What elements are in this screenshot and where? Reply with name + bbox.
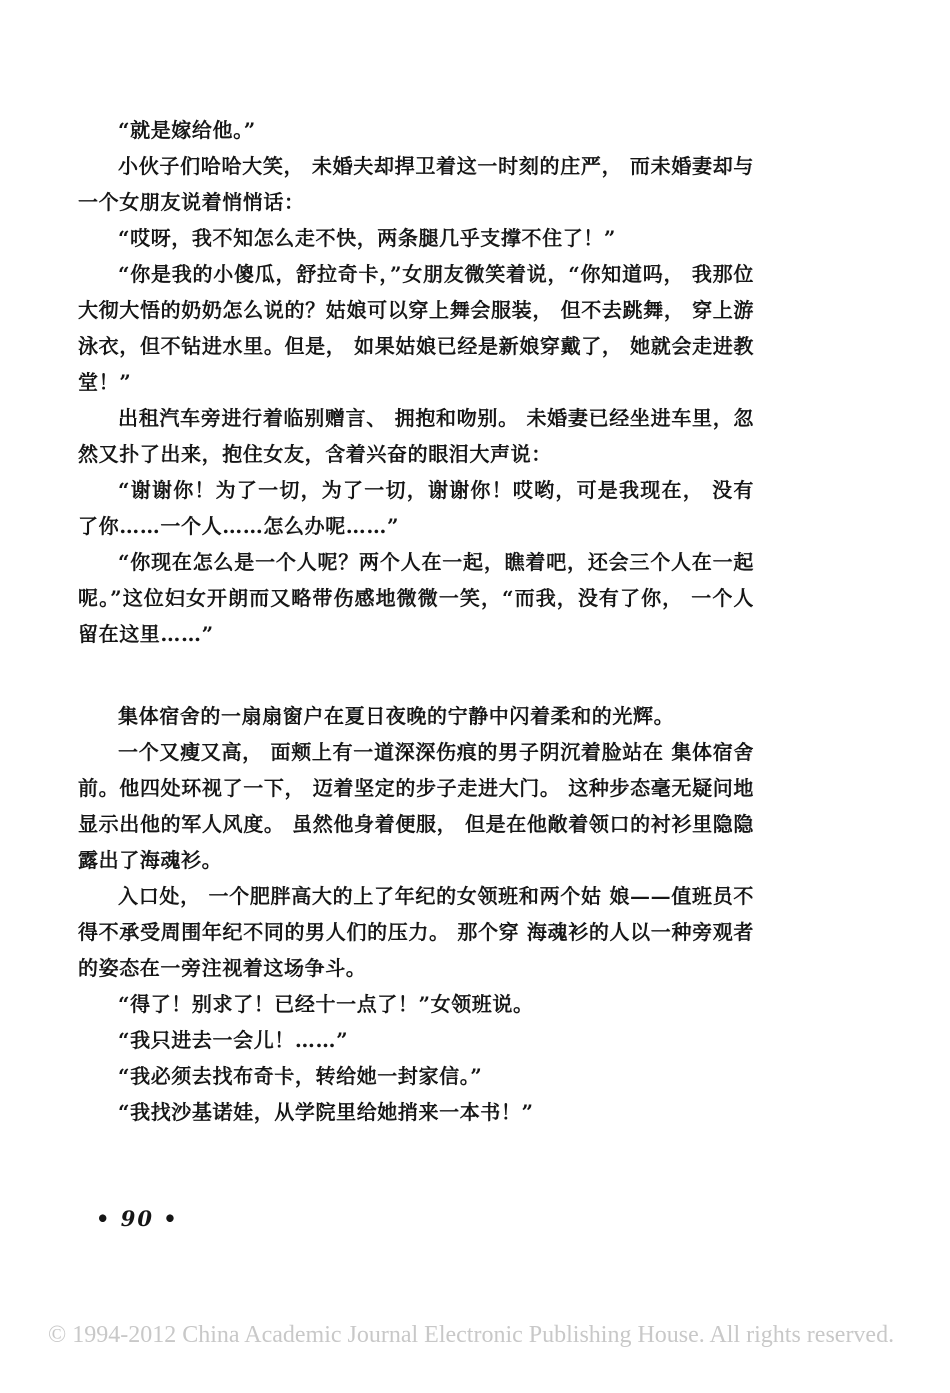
paragraph: 入口处， 一个肥胖高大的上了年纪的女领班和两个姑 娘——值班员不得不承受周围年纪不同的男人们的压力。 那个穿 海魂衫的人以一种旁观者的姿态在一旁注视着这场争斗。 <box>78 884 754 980</box>
paragraph: “得了！别求了！已经十一点了！”女领班说。 <box>118 992 534 1016</box>
paragraph: 一个又瘦又高， 面颊上有一道深深伤痕的男子阴沉着脸站在 集体宿舍前。他四处环视了一下， 迈着坚定的步子走进大门。 这种步态毫无疑问地显示出他的军人风度。 虽然他身着便服， 但是在他敞着领口的衬衫里隐隐露出了海魂衫。 <box>78 740 755 872</box>
paragraph: “就是嫁给他。” <box>118 118 256 142</box>
paragraph: “哎呀，我不知怎么走不快，两条腿几乎支撑不住了！” <box>118 226 617 250</box>
body-text <box>78 112 754 1130</box>
paragraph: “我必须去找布奇卡，转给她一封家信。” <box>118 1064 483 1088</box>
paragraph: “我只进去一会儿！……” <box>118 1028 349 1052</box>
paragraph: 出租汽车旁进行着临别赠言、 拥抱和吻别。 未婚妻已经坐进车里，忽然又扑了出来，抱住女友，含着兴奋的眼泪大声说： <box>78 406 754 466</box>
page-number: • 90 • <box>96 1206 179 1231</box>
paragraph: “你现在怎么是一个人呢？两个人在一起，瞧着吧，还会三个人在一起呢。”这位妇女开朗而又略带伤感地微微一笑，“而我，没有了你， 一个人留在这里……” <box>78 550 754 646</box>
paragraph: “你是我的小傻瓜，舒拉奇卡，”女朋友微笑着说，“你知道吗， 我那位大彻大悟的奶奶怎么说的？姑娘可以穿上舞会服装， 但不去跳舞， 穿上游泳衣，但不钻进水里。但是， 如果姑娘已经是新娘穿戴了， 她就会走进教堂！” <box>78 262 754 394</box>
paragraph: 集体宿舍的一扇扇窗户在夏日夜晚的宁静中闪着柔和的光辉。 <box>118 704 675 728</box>
paragraph: “谢谢你！为了一切，为了一切，谢谢你！哎哟，可是我现在， 没有了你……一个人……怎么办呢……” <box>78 478 754 538</box>
copyright-notice: © 1994-2012 China Academic Journal Electronic Publishing House. All rights reserved. <box>48 1322 895 1348</box>
paragraph: “我找沙基诺娃，从学院里给她捎来一本书！” <box>118 1100 534 1124</box>
section-break <box>78 652 754 698</box>
paragraph: 小伙子们哈哈大笑， 未婚夫却捍卫着这一时刻的庄严， 而未婚妻却与一个女朋友说着悄悄话： <box>78 154 755 214</box>
